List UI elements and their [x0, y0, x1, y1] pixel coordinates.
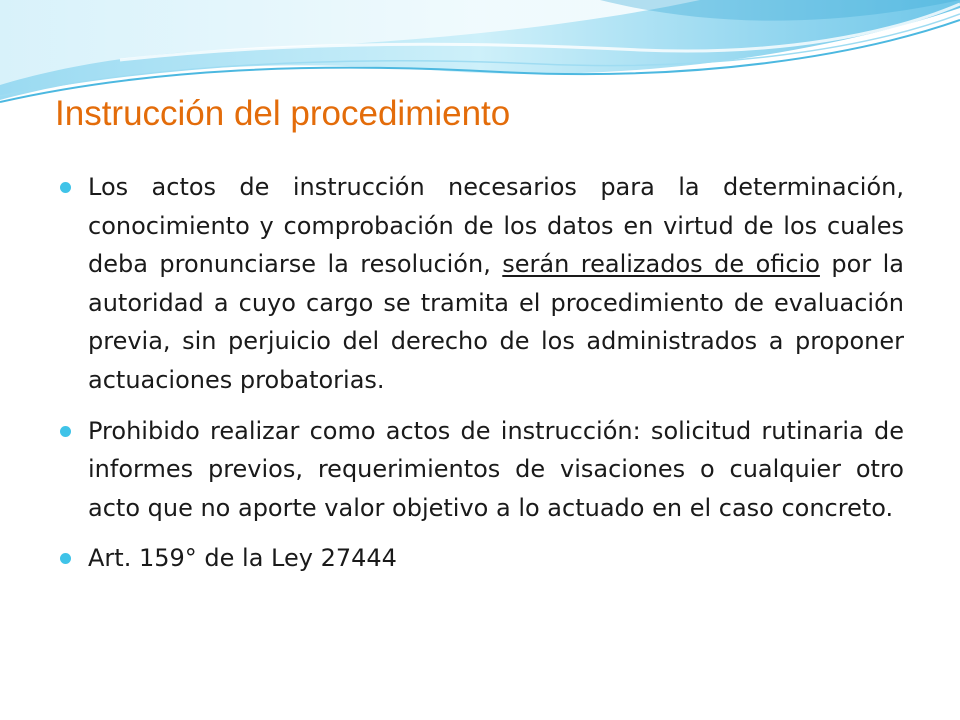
- bullet-item: [60, 412, 904, 528]
- bullet-dot-icon: [60, 426, 71, 437]
- underlined-text: serán realizados de oficio: [502, 250, 820, 279]
- bullet-text: Art. 159° de la Ley 27444: [88, 544, 397, 573]
- slide-title: Instrucción del procedimiento: [55, 94, 511, 133]
- bullet-item: [60, 539, 904, 578]
- bullet-dot-icon: [60, 182, 71, 193]
- bullet-text: Prohibido realizar como actos de instrucción: solicitud rutinaria de informes previos, requerimientos de visaciones o cualquier otro acto que no aporte valor objetivo a lo actuado en el caso concreto.: [88, 416, 904, 522]
- bullet-list: [60, 168, 904, 590]
- bullet-text: Los actos de instrucción necesarios para la determinación, conocimiento y comprobación de los datos en virtud de los cuales deba pronunciarse la resolución,: [88, 173, 904, 279]
- bullet-item: [60, 168, 904, 400]
- bullet-dot-icon: [60, 553, 71, 564]
- bullet-text: por la autoridad a cuyo cargo se tramita el procedimiento de evaluación previa, sin perjuicio del derecho de los administrados a proponer actuaciones probatorias.: [88, 250, 904, 394]
